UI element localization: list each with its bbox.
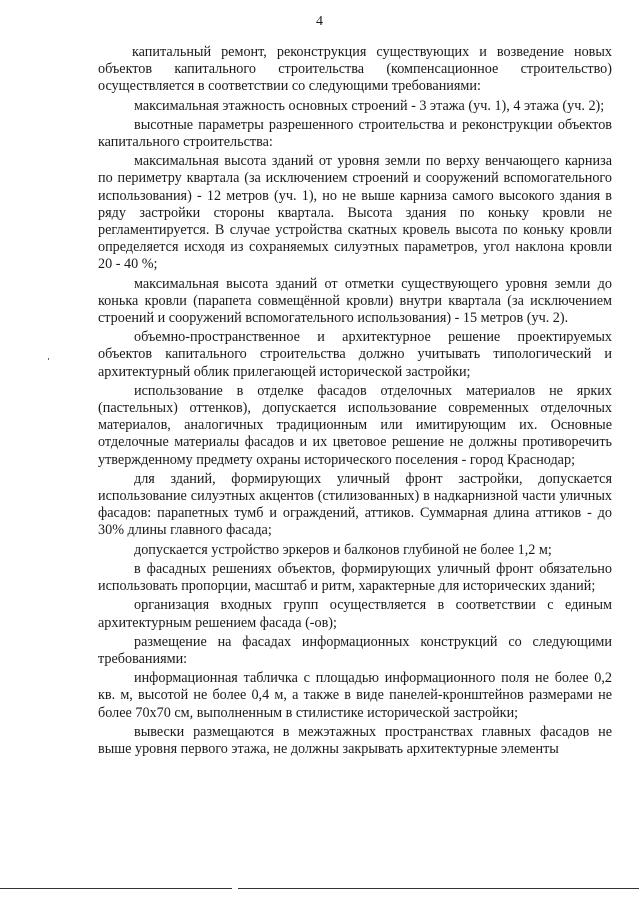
paragraph-6: объемно-пространственное и архитектурное решение проектируемых объектов капитального строительства должно учитывать типологический и архитектурный облик прилегающей исторической застройки; [98, 329, 612, 380]
paragraph-3: высотные параметры разрешенного строительства и реконструкции объектов капитального строительства: [98, 116, 612, 151]
paragraph-9: допускается устройство эркеров и балконов глубиной не более 1,2 м; [134, 541, 552, 558]
paragraph-14: вывески размещаются в межэтажных пространствах главных фасадов не выше уровня первого этажа, не должны закрывать архитектурные элементы [98, 723, 612, 757]
bottom-rule [0, 888, 639, 889]
bottom-rule-gap [232, 886, 238, 891]
page-number: 4 [316, 14, 323, 29]
paragraph-7: использование в отделке фасадов отделочных материалов не ярких (пастельных) оттенков), допускается использование современных отделочных материалов, аналогичных традиционным или имитирующим их. Основные отделочные материалы фасадов и их цветовое решение не должны противоречить утвержденному предмету охраны исторического поселения - город Краснодар; [98, 382, 612, 468]
paragraph-12: размещение на фасадах информационных конструкций со следующими требованиями: [98, 633, 612, 667]
paragraph-4: максимальная высота зданий от уровня земли по верху венчающего карниза по периметру квартала (за исключением строений и сооружений вспомогательного использования) - 12 метров (уч. 1), но не выше карниза самого высокого здания в ряду застройки стороны квартала. Высота здания по коньку кровли не регламентируется. В случае устройства скатных кровель высота по коньку кровли определяется исходя из сохраняемых силуэтных параметров, угол наклона кровли 20 - 40 %; [98, 153, 612, 273]
paragraph-11: организация входных групп осуществляется в соответствии с единым архитектурным решением фасада (-ов); [98, 597, 612, 631]
margin-mark [48, 358, 49, 360]
paragraph-10: в фасадных решениях объектов, формирующих уличный фронт обязательно использовать пропорции, масштаб и ритм, характерные для исторических зданий; [98, 560, 612, 595]
paragraph-2: максимальная этажность основных строений - 3 этажа (уч. 1), 4 этажа (уч. 2); [134, 97, 605, 114]
paragraph-1: капитальный ремонт, реконструкция существующих и возведение новых объектов капитального строительства (компенсационное строительство) осуществляется в соответствии со следующими требованиями: [98, 44, 612, 95]
paragraph-5: максимальная высота зданий от отметки существующего уровня земли до конька кровли (парапета совмещённой кровли) внутри квартала (за исключением строений и сооружений вспомогательного использования) - 15 метров (уч. 2). [98, 275, 612, 327]
paragraph-8: для зданий, формирующих уличный фронт застройки, допускается использование силуэтных акцентов (стилизованных) в надкарнизной части уличных фасадов: парапетных тумб и ограждений, аттиков. Суммарная длина аттиков - до 30% длины главного фасада; [98, 470, 612, 539]
document-body [98, 44, 612, 760]
paragraph-13: информационная табличка с площадью информационного поля не более 0,2 кв. м, высотой не более 0,4 м, а также в виде панелей-кронштейнов размерами не более 70х70 см, выполненным в стилистике исторической застройки; [98, 670, 612, 721]
